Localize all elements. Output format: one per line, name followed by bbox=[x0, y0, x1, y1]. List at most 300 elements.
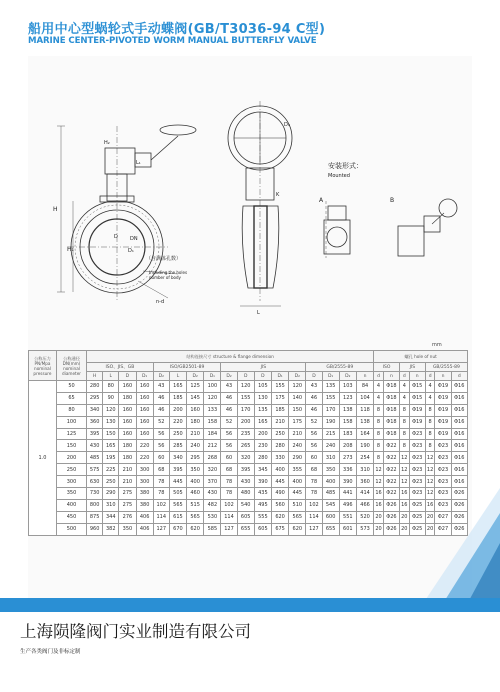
accent-bar bbox=[0, 598, 500, 612]
table-row bbox=[29, 416, 468, 428]
table-cell: Φ22 bbox=[383, 476, 399, 488]
table-cell: 103 bbox=[339, 381, 356, 393]
table-cell: 600 bbox=[322, 511, 339, 523]
table-cell: 60 bbox=[153, 452, 169, 464]
table-cell: 160 bbox=[136, 428, 153, 440]
dn-cell: 50 bbox=[56, 381, 86, 393]
table-cell: 155 bbox=[237, 392, 254, 404]
table-cell: 46 bbox=[221, 404, 237, 416]
table-cell: 78 bbox=[153, 488, 169, 500]
table-cell: Φ26 bbox=[451, 523, 467, 535]
company-name: 上海陨隆阀门实业制造有限公司 bbox=[20, 622, 251, 641]
spec-table bbox=[28, 350, 468, 536]
table-cell: 655 bbox=[322, 523, 339, 535]
table-cell: 46 bbox=[306, 404, 322, 416]
table-cell: 565 bbox=[169, 499, 186, 511]
table-cell: 210 bbox=[289, 428, 306, 440]
side-body bbox=[242, 206, 279, 288]
table-cell: 160 bbox=[136, 381, 153, 393]
dn-cell: 80 bbox=[56, 404, 86, 416]
table-cell: 8 bbox=[374, 428, 384, 440]
table-cell: 620 bbox=[289, 523, 306, 535]
table-cell: 20 bbox=[374, 511, 384, 523]
table-cell: 150 bbox=[289, 404, 306, 416]
table-cell: 56 bbox=[306, 440, 322, 452]
table-cell: 46 bbox=[306, 392, 322, 404]
table-row bbox=[29, 452, 468, 464]
handwheel-top bbox=[160, 125, 196, 135]
table-cell: 158 bbox=[204, 416, 221, 428]
table-cell: 268 bbox=[204, 452, 221, 464]
sub-header-cell: D₂ bbox=[221, 372, 237, 381]
corner-decoration bbox=[420, 488, 500, 608]
sub-header-cell: D₁ bbox=[271, 372, 288, 381]
table-cell: 482 bbox=[204, 499, 221, 511]
table-cell: 340 bbox=[169, 452, 186, 464]
table-cell: Φ16 bbox=[451, 428, 467, 440]
table-cell: 100 bbox=[204, 381, 221, 393]
table-cell: 56 bbox=[153, 428, 169, 440]
table-cell: 265 bbox=[237, 440, 254, 452]
table-cell: 46 bbox=[221, 392, 237, 404]
table-cell: Φ27 bbox=[435, 523, 451, 535]
table-cell: Φ26 bbox=[383, 523, 399, 535]
table-cell: 8 bbox=[425, 440, 435, 452]
mount-a-box bbox=[328, 206, 346, 220]
table-cell: 670 bbox=[169, 523, 186, 535]
table-cell: 165 bbox=[103, 440, 119, 452]
dim-k-label: K bbox=[276, 192, 280, 198]
tagline: 生产各类阀门及非标定制 bbox=[20, 649, 81, 655]
table-cell: 170 bbox=[322, 404, 339, 416]
sub-header-cell: L bbox=[169, 372, 186, 381]
table-cell: 4 bbox=[374, 381, 384, 393]
header-structure: 结构连接尺寸 structure & flange dimension bbox=[87, 351, 374, 363]
table-cell: 441 bbox=[339, 488, 356, 500]
sub-header-cell: n bbox=[383, 372, 399, 381]
table-cell: 12 bbox=[374, 464, 384, 476]
sub-header-cell: D₁ bbox=[204, 372, 221, 381]
table-cell: 400 bbox=[322, 476, 339, 488]
table-cell: 190 bbox=[322, 416, 339, 428]
table-cell: 230 bbox=[254, 440, 271, 452]
table-cell: 400 bbox=[289, 476, 306, 488]
table-cell: 90 bbox=[103, 392, 119, 404]
table-cell: 290 bbox=[289, 452, 306, 464]
sub-header-cell: n bbox=[356, 372, 373, 381]
table-cell: 200 bbox=[254, 428, 271, 440]
table-cell: 310 bbox=[103, 499, 119, 511]
table-cell: 12 bbox=[399, 464, 409, 476]
technical-drawing bbox=[28, 56, 472, 346]
table-cell: 212 bbox=[204, 440, 221, 452]
table-cell: 185 bbox=[169, 392, 186, 404]
hole-note-en-2: number of body bbox=[149, 275, 181, 280]
table-cell: 150 bbox=[103, 428, 119, 440]
table-cell: 875 bbox=[87, 511, 103, 523]
table-cell: 225 bbox=[103, 464, 119, 476]
table-cell: 280 bbox=[271, 440, 288, 452]
table-cell: Φ23 bbox=[435, 499, 451, 511]
table-cell: 12 bbox=[399, 476, 409, 488]
table-cell: 4 bbox=[399, 392, 409, 404]
sub-header-cell: n bbox=[435, 372, 451, 381]
table-cell: 127 bbox=[221, 523, 237, 535]
table-cell: 430 bbox=[87, 440, 103, 452]
table-cell: Φ23 bbox=[435, 452, 451, 464]
table-cell: 43 bbox=[153, 381, 169, 393]
table-cell: 320 bbox=[204, 464, 221, 476]
table-cell: Φ23 bbox=[409, 488, 425, 500]
table-cell: 350 bbox=[322, 464, 339, 476]
table-cell: Φ16 bbox=[451, 452, 467, 464]
table-cell: 43 bbox=[306, 381, 322, 393]
mount-a-stem bbox=[324, 220, 350, 254]
dim-h1-label: H₁ bbox=[67, 246, 74, 253]
table-cell: 118 bbox=[356, 404, 373, 416]
table-cell: 220 bbox=[136, 452, 153, 464]
table-cell: 12 bbox=[425, 464, 435, 476]
table-cell: 495 bbox=[254, 499, 271, 511]
dn-cell: 150 bbox=[56, 440, 86, 452]
table-cell: 250 bbox=[169, 428, 186, 440]
table-cell: Φ26 bbox=[451, 488, 467, 500]
gearbox bbox=[105, 148, 135, 174]
table-cell: 555 bbox=[254, 511, 271, 523]
table-cell: 395 bbox=[237, 464, 254, 476]
table-cell: 505 bbox=[169, 488, 186, 500]
table-cell: 336 bbox=[339, 464, 356, 476]
table-cell: 355 bbox=[289, 464, 306, 476]
dim-h-label: H bbox=[53, 206, 58, 213]
table-cell: 800 bbox=[87, 499, 103, 511]
table-cell: Φ19 bbox=[435, 428, 451, 440]
table-cell: 280 bbox=[87, 381, 103, 393]
table-cell: 285 bbox=[169, 440, 186, 452]
table-cell: 68 bbox=[306, 464, 322, 476]
table-cell: 160 bbox=[136, 392, 153, 404]
title-en: MARINE CENTER-PIVOTED WORM MANUAL BUTTERFLY VALVE bbox=[28, 36, 317, 46]
table-cell: 605 bbox=[254, 523, 271, 535]
table-cell: 195 bbox=[103, 452, 119, 464]
table-cell: 160 bbox=[119, 381, 136, 393]
table-cell: 620 bbox=[187, 523, 204, 535]
table-cell: 102 bbox=[221, 499, 237, 511]
table-cell: 414 bbox=[356, 488, 373, 500]
table-cell: Φ19 bbox=[409, 416, 425, 428]
table-cell: 573 bbox=[356, 523, 373, 535]
table-cell: 4 bbox=[374, 392, 384, 404]
table-cell: 160 bbox=[119, 428, 136, 440]
table-cell: 340 bbox=[87, 404, 103, 416]
sub-header-cell: D₁ bbox=[322, 372, 339, 381]
table-row bbox=[29, 511, 468, 523]
table-cell: 138 bbox=[356, 416, 373, 428]
table-cell: 406 bbox=[136, 523, 153, 535]
std-gb: GB/2555-89 bbox=[306, 363, 374, 372]
table-cell: 105 bbox=[254, 381, 271, 393]
table-cell: 960 bbox=[87, 523, 103, 535]
table-cell: Φ26 bbox=[451, 511, 467, 523]
table-cell: 155 bbox=[322, 392, 339, 404]
table-cell: 220 bbox=[136, 440, 153, 452]
dn-cell: 500 bbox=[56, 523, 86, 535]
table-cell: 16 bbox=[374, 488, 384, 500]
table-cell: 630 bbox=[87, 476, 103, 488]
table-cell: 254 bbox=[356, 452, 373, 464]
dim-d0-label: D₀ bbox=[284, 122, 290, 128]
sub-header-cell: D₂ bbox=[339, 372, 356, 381]
sub-header-cell: d bbox=[374, 372, 384, 381]
sub-header-cell: D₂ bbox=[187, 372, 204, 381]
table-cell: 12 bbox=[425, 488, 435, 500]
table-cell: 140 bbox=[289, 392, 306, 404]
table-cell: 8 bbox=[425, 428, 435, 440]
mount-a-pipe bbox=[327, 227, 347, 247]
table-cell: 240 bbox=[289, 440, 306, 452]
table-cell: 8 bbox=[374, 404, 384, 416]
table-cell: 16 bbox=[399, 499, 409, 511]
sub-header-cell: d bbox=[425, 372, 435, 381]
table-cell: Φ23 bbox=[409, 440, 425, 452]
table-cell: Φ16 bbox=[451, 440, 467, 452]
table-cell: 102 bbox=[153, 499, 169, 511]
table-cell: 435 bbox=[254, 488, 271, 500]
mount-label-cn: 安装形式： bbox=[328, 162, 363, 170]
table-row bbox=[29, 428, 468, 440]
table-cell: 380 bbox=[136, 499, 153, 511]
table-cell: 250 bbox=[103, 476, 119, 488]
table-cell: Φ16 bbox=[451, 381, 467, 393]
dim-dn-label: DN bbox=[130, 236, 138, 242]
sub-header-cell: D₁ bbox=[136, 372, 153, 381]
table-cell: 240 bbox=[187, 440, 204, 452]
table-cell: 370 bbox=[204, 476, 221, 488]
dn-cell: 450 bbox=[56, 511, 86, 523]
dn-cell: 300 bbox=[56, 476, 86, 488]
header-dn: 公称通径 DN(mm) nominal diameter bbox=[56, 351, 86, 381]
table-cell: 250 bbox=[271, 428, 288, 440]
table-cell: 78 bbox=[221, 488, 237, 500]
table-cell: 300 bbox=[136, 464, 153, 476]
dn-cell: 200 bbox=[56, 452, 86, 464]
sub-header-cell: D bbox=[306, 372, 322, 381]
hole-std-iso: ISO bbox=[374, 363, 400, 372]
table-cell: 125 bbox=[187, 381, 204, 393]
table-cell: 68 bbox=[153, 464, 169, 476]
table-cell: Φ23 bbox=[435, 488, 451, 500]
mount-b-wheel bbox=[439, 199, 457, 217]
table-cell: 180 bbox=[119, 392, 136, 404]
table-cell: 12 bbox=[374, 476, 384, 488]
table-cell: 675 bbox=[271, 523, 288, 535]
table-cell: 102 bbox=[306, 499, 322, 511]
table-cell: 220 bbox=[169, 416, 186, 428]
table-cell: 160 bbox=[136, 404, 153, 416]
table-cell: 52 bbox=[153, 416, 169, 428]
table-cell: 445 bbox=[289, 488, 306, 500]
side-disc bbox=[254, 206, 267, 288]
table-cell: 485 bbox=[87, 452, 103, 464]
header-pressure: 公称压力 PN/Mpa nominal pressure bbox=[29, 351, 57, 381]
table-cell: 160 bbox=[119, 416, 136, 428]
table-cell: 138 bbox=[339, 404, 356, 416]
table-cell: 120 bbox=[204, 392, 221, 404]
table-cell: 400 bbox=[271, 464, 288, 476]
table-row bbox=[29, 440, 468, 452]
table-cell: 160 bbox=[119, 404, 136, 416]
table-cell: Φ25 bbox=[409, 523, 425, 535]
table-cell: 530 bbox=[204, 511, 221, 523]
table-cell: Φ15 bbox=[409, 392, 425, 404]
table-cell: Φ22 bbox=[383, 452, 399, 464]
table-cell: 215 bbox=[322, 428, 339, 440]
table-cell: 295 bbox=[87, 392, 103, 404]
table-cell: 620 bbox=[271, 511, 288, 523]
sub-header-cell: L bbox=[103, 372, 119, 381]
dn-cell: 250 bbox=[56, 464, 86, 476]
table-cell: 78 bbox=[153, 476, 169, 488]
table-cell: Φ19 bbox=[409, 404, 425, 416]
table-cell: 145 bbox=[187, 392, 204, 404]
dn-cell: 100 bbox=[56, 416, 86, 428]
table-cell: 8 bbox=[374, 452, 384, 464]
sub-header-cell: H bbox=[87, 372, 103, 381]
table-cell: 130 bbox=[103, 416, 119, 428]
table-cell: 20 bbox=[399, 523, 409, 535]
table-cell: Φ18 bbox=[383, 404, 399, 416]
table-cell: 120 bbox=[103, 404, 119, 416]
table-cell: 8 bbox=[399, 404, 409, 416]
table-cell: Φ19 bbox=[435, 404, 451, 416]
table-cell: 615 bbox=[169, 511, 186, 523]
table-cell: Φ25 bbox=[409, 511, 425, 523]
hole-std-jis: JIS bbox=[399, 363, 425, 372]
table-cell: 496 bbox=[339, 499, 356, 511]
table-cell: 235 bbox=[237, 428, 254, 440]
mount-b-body bbox=[398, 226, 424, 256]
table-cell: 200 bbox=[169, 404, 186, 416]
table-cell: 430 bbox=[204, 488, 221, 500]
table-cell: 540 bbox=[237, 499, 254, 511]
table-cell: 430 bbox=[237, 476, 254, 488]
table-cell: 8 bbox=[399, 416, 409, 428]
gear-shaft bbox=[151, 136, 178, 160]
table-cell: Φ15 bbox=[409, 381, 425, 393]
table-cell: 210 bbox=[119, 464, 136, 476]
table-cell: 210 bbox=[119, 476, 136, 488]
table-cell: Φ23 bbox=[435, 440, 451, 452]
table-cell: 20 bbox=[399, 511, 409, 523]
table-cell: 395 bbox=[87, 428, 103, 440]
table-cell: 46 bbox=[153, 404, 169, 416]
table-cell: 520 bbox=[356, 511, 373, 523]
table-cell: 20 bbox=[425, 523, 435, 535]
table-cell: 20 bbox=[374, 523, 384, 535]
table-cell: 114 bbox=[153, 511, 169, 523]
dim-d-label: D bbox=[114, 234, 118, 240]
table-cell: 350 bbox=[187, 464, 204, 476]
table-cell: 8 bbox=[425, 416, 435, 428]
sub-header-cell: D₂ bbox=[153, 372, 169, 381]
table-cell: Φ18 bbox=[383, 392, 399, 404]
table-cell: 175 bbox=[289, 416, 306, 428]
table-cell: 200 bbox=[237, 416, 254, 428]
table-cell: 16 bbox=[425, 499, 435, 511]
table-cell: 406 bbox=[136, 511, 153, 523]
table-row bbox=[29, 404, 468, 416]
view-b-label: B bbox=[390, 197, 395, 204]
table-cell: Φ19 bbox=[435, 392, 451, 404]
table-cell: 8 bbox=[399, 428, 409, 440]
table-cell: 276 bbox=[119, 511, 136, 523]
table-cell: 56 bbox=[306, 428, 322, 440]
table-cell: 515 bbox=[187, 499, 204, 511]
table-cell: 601 bbox=[339, 523, 356, 535]
table-cell: Φ22 bbox=[383, 440, 399, 452]
table-cell: 78 bbox=[306, 488, 322, 500]
table-cell: Φ19 bbox=[435, 416, 451, 428]
table-cell: 210 bbox=[271, 416, 288, 428]
table-cell: 395 bbox=[169, 464, 186, 476]
table-cell: Φ23 bbox=[435, 476, 451, 488]
pressure-cell: 1.0 bbox=[29, 381, 57, 536]
table-row bbox=[29, 476, 468, 488]
table-cell: 585 bbox=[204, 523, 221, 535]
table-cell: Φ26 bbox=[383, 499, 399, 511]
table-cell: 123 bbox=[339, 392, 356, 404]
table-cell: 208 bbox=[339, 440, 356, 452]
unit-label: mm bbox=[432, 342, 442, 348]
dim-l-label: L bbox=[257, 310, 260, 316]
table-cell: 8 bbox=[425, 404, 435, 416]
table-cell: 360 bbox=[356, 476, 373, 488]
table-cell: 545 bbox=[322, 499, 339, 511]
table-cell: 175 bbox=[271, 392, 288, 404]
table-cell: 345 bbox=[254, 464, 271, 476]
table-cell: 46 bbox=[153, 392, 169, 404]
table-cell: 510 bbox=[289, 499, 306, 511]
table-cell: 12 bbox=[399, 452, 409, 464]
table-cell: 350 bbox=[119, 523, 136, 535]
table-cell: 180 bbox=[119, 440, 136, 452]
std-iso-gb: ISO/GB2501-89 bbox=[153, 363, 221, 372]
title-cn: 船用中心型蜗轮式手动蝶阀(GB/T3036-94 C型) bbox=[28, 22, 326, 37]
table-cell: Φ16 bbox=[451, 416, 467, 428]
table-cell: Φ16 bbox=[451, 464, 467, 476]
table-cell: 12 bbox=[425, 452, 435, 464]
view-a-label: A bbox=[319, 197, 324, 204]
sub-header-cell: n bbox=[409, 372, 425, 381]
table-cell: 84 bbox=[356, 381, 373, 393]
table-cell: 565 bbox=[187, 511, 204, 523]
sub-header-cell: D bbox=[254, 372, 271, 381]
table-cell: 52 bbox=[221, 416, 237, 428]
table-cell: 160 bbox=[136, 416, 153, 428]
table-cell: 183 bbox=[339, 428, 356, 440]
table-cell: 382 bbox=[103, 523, 119, 535]
table-cell: 8 bbox=[399, 440, 409, 452]
table-cell: 130 bbox=[254, 392, 271, 404]
table-row bbox=[29, 381, 468, 393]
table-cell: 8 bbox=[374, 440, 384, 452]
table-cell: 52 bbox=[306, 416, 322, 428]
table-cell: 460 bbox=[187, 488, 204, 500]
sub-header-cell: d bbox=[451, 372, 467, 381]
sub-header-cell: D bbox=[119, 372, 136, 381]
table-cell: 190 bbox=[356, 440, 373, 452]
table-cell: 120 bbox=[289, 381, 306, 393]
